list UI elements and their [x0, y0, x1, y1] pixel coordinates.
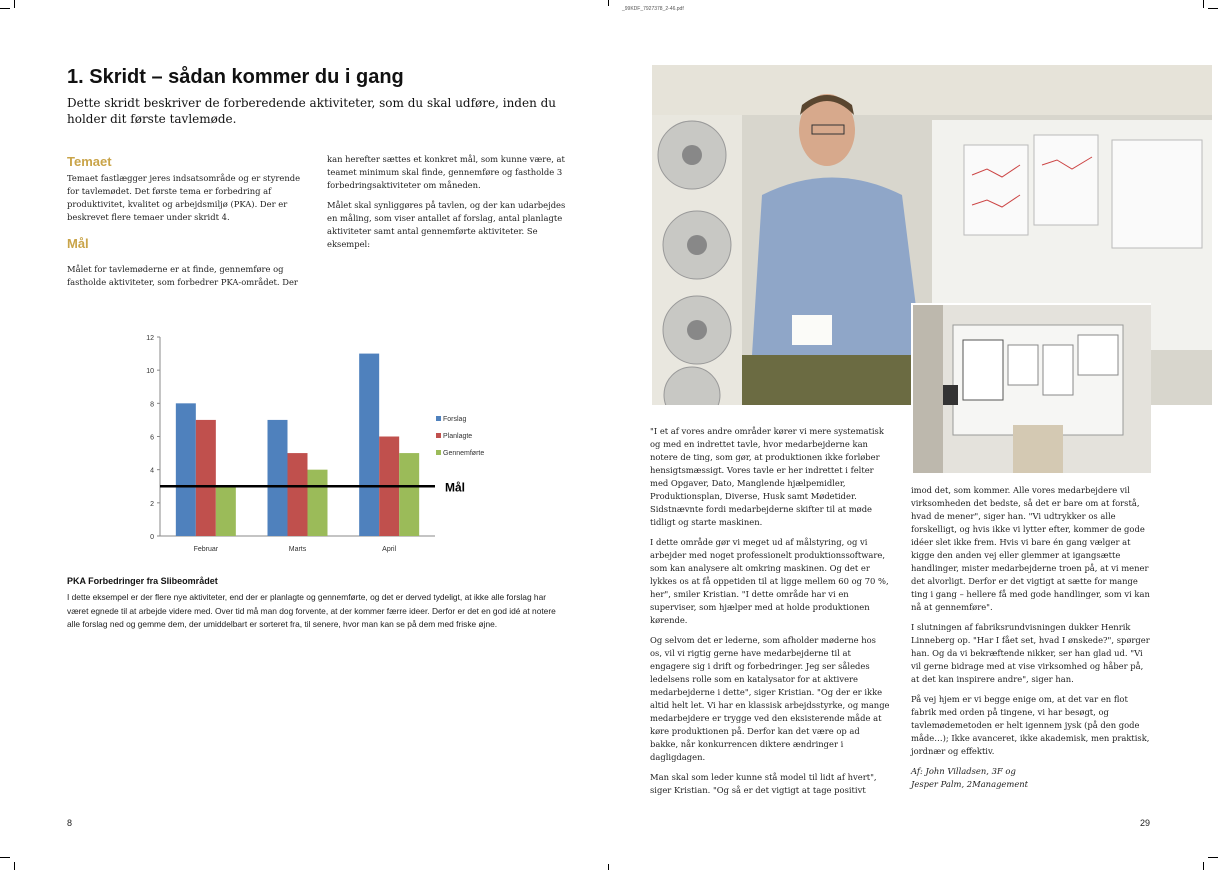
legend-swatch — [436, 433, 441, 438]
chart-legend — [436, 416, 484, 457]
paragraph: "I et af vores andre områder kører vi mere systematisk og med en indrettet tavle, hvor medarbejderne kan notere de ting, som gør, at produktionen ikke forløber hensigtsmæssigt. Vores tavle er her indrettet i felter med Opgaver, Dato, Manglende hjælpemidler, Produktionsplan, Diverse, Husk samt Mødetider. Sidstnævnte fordi medarbejderne skifter til at møde tidligt og starte maskinen. — [650, 426, 884, 527]
right-column-2 — [911, 484, 1151, 791]
target-line-label: Mål — [445, 480, 466, 495]
x-tick-label: Marts — [288, 546, 307, 553]
crop-mark — [1208, 8, 1218, 9]
y-tick-label: 0 — [150, 534, 154, 541]
paragraph: På vej hjem er vi begge enige om, at det var en flot fabrik med orden på tingene, vi har besøgt, og tavlemødemetoden er helt igennem jysk (på den gode måde…); Ikke avanceret, ikke akademisk, men praktisk, jordnær og effektiv. — [911, 694, 1150, 756]
chart-caption-heading: PKA Forbedringer fra Slibeområdet — [67, 576, 218, 586]
x-tick-label: Februar — [193, 546, 219, 553]
crop-mark — [608, 0, 609, 6]
legend-swatch — [436, 416, 441, 421]
crop-mark — [1203, 0, 1204, 8]
paragraph: imod det, som kommer. Alle vores medarbejdere vil virksomheden det bedste, så det er bare om at forstå, hvad de mener", siger han. "Vi udtrykker os alle forskelligt, og hvis ikke vi lytter efter, kommer de gode idéer slet ikke frem. Hvis vi bare én gang vælger at kigge den anden vej eller glemmer at igangsætte handlinger, mister medarbejderne troen på, at vi mener det alvorligt. Derfor er det vigtigt at sætte for mange ting i gang – hellere få med gode handlinger, som vi kan nå at gennemføre". — [911, 485, 1150, 612]
page-title: 1. Skridt – sådan kommer du i gang — [67, 66, 404, 88]
crop-mark — [0, 857, 10, 858]
legend-swatch — [436, 450, 441, 455]
crop-mark — [0, 8, 10, 9]
heading-temaet: Temaet — [67, 154, 112, 169]
legend-label: Forslag — [443, 416, 467, 423]
inset-illustration — [913, 305, 1151, 473]
byline-2: Jesper Palm, 2Management — [911, 779, 1029, 789]
crop-mark — [608, 864, 609, 870]
bar-planlagte — [288, 453, 308, 536]
y-tick-label: 6 — [150, 434, 154, 442]
bar-forslag — [359, 354, 379, 536]
y-tick-label: 8 — [150, 401, 154, 409]
y-tick-label: 4 — [150, 467, 154, 475]
legend-label: Planlagte — [443, 433, 473, 440]
bar-planlagte — [196, 420, 216, 536]
paragraph: Og selvom det er lederne, som afholder møderne hos os, vil vi rigtig gerne have medarbejderne til at engagere sig i drift og forbedringer. Jeg ser således ledelsens rolle som en katalysator for at aktivere medarbejderne i dette", siger Kristian. "Og der er ikke altid helt let. Vi har en klassisk arbejdsstyrke, og mange medarbejdere er trygge ved den eksisterende måde at køre produktionen på. Derfor kan det være op ad bakke, når konkurrencen diktere ændringer i dagligdagen. — [650, 635, 890, 762]
chart-caption-text: I dette eksempel er der flere nye aktiviteter, end der er planlagte og gennemførte, og det er derved tydeligt, at ikke alle forslag har været egnede til at arbejde videre med. Over tid må man dog forvente, at der kommer færre ideer. Derfor er det en god idé at notere alle forslag ned og gemme dem, der umiddelbart er sorteret fra, til senere, hvor man kan se på dem med friske øjne. — [67, 592, 556, 629]
y-tick-label: 10 — [146, 368, 154, 376]
bar-gennemførte — [216, 486, 236, 536]
crop-mark — [1203, 862, 1204, 870]
page-number-right: 29 — [1140, 818, 1151, 828]
right-column-1 — [650, 425, 890, 804]
bar-forslag — [176, 403, 196, 536]
paragraph: I dette område gør vi meget ud af målstyring, og vi arbejder med noget professionelt produktionssoftware, som kan analysere alt omkring maskinen. Og det er lykkes os at få oppetiden til at ligge mellem 60 og 70 %, her", smiler Kristian. "I dette område har vi en superviser, som hjælper med at holde produktionen kørende. — [650, 537, 889, 625]
y-tick-label: 2 — [150, 500, 154, 508]
paragraph: I slutningen af fabriksrundvisningen dukker Henrik Linneberg op. "Har I fået set, hvad I ønskede?", spørger han. Og da vi bekræftende nikker, ser han glad ud. "Vi vil gerne bidrage med at vise virksomhed og håber på, at det kan inspirere andre", siger han. — [911, 622, 1150, 684]
paragraph: kan herefter sættes et konkret mål, som kunne være, at teamet minimum skal finde, gennemføre og fastholde 3 forbedringsaktiviteter om måneden. — [327, 154, 565, 190]
bar-gennemførte — [308, 470, 328, 536]
bar-forslag — [268, 420, 288, 536]
bar-chart — [120, 325, 520, 560]
photo-board-wall — [911, 303, 1151, 473]
crop-mark — [14, 0, 15, 8]
file-slug: _99KDF_7927378_2-46.pdf — [622, 6, 684, 12]
left-column-2 — [327, 153, 569, 258]
paragraph: Man skal som leder kunne stå model til lidt af hvert", siger Kristian. "Og så er det vigtigt at tage positivt — [650, 772, 877, 795]
heading-maal: Mål — [67, 236, 89, 251]
y-tick-label: 12 — [146, 335, 154, 342]
paragraph: Målet skal synliggøres på tavlen, og der kan udarbejdes en måling, som viser antallet af forslag, antal planlagte aktiviteter samt antal gennemførte aktiviteter. Se eksempel: — [327, 200, 566, 249]
lead-paragraph: Dette skridt beskriver de forberedende aktiviteter, som du skal udføre, inden du holder dit første tavlemøde. — [67, 96, 557, 126]
x-tick-label: April — [382, 546, 397, 553]
chart-bars — [160, 354, 435, 536]
byline-1: Af: John Villadsen, 3F og — [911, 766, 1016, 776]
bar-gennemførte — [399, 453, 419, 536]
legend-label: Gennemførte — [443, 450, 485, 457]
temaet-text: Temaet fastlægger jeres indsatsområde og er styrende for tavlemødet. Det første tema er forbedring af produktivitet, kvalitet og arbejdsmiljø (PKA). Der er beskrevet flere temaer under skridt 4. — [67, 173, 301, 222]
crop-mark — [1208, 857, 1218, 858]
crop-mark — [14, 862, 15, 870]
page-number-left: 8 — [67, 818, 73, 828]
maal-text: Målet for tavlemøderne er at finde, gennemføre og fastholde aktiviteter, som forbedrer PKA-området. Der — [67, 264, 298, 287]
